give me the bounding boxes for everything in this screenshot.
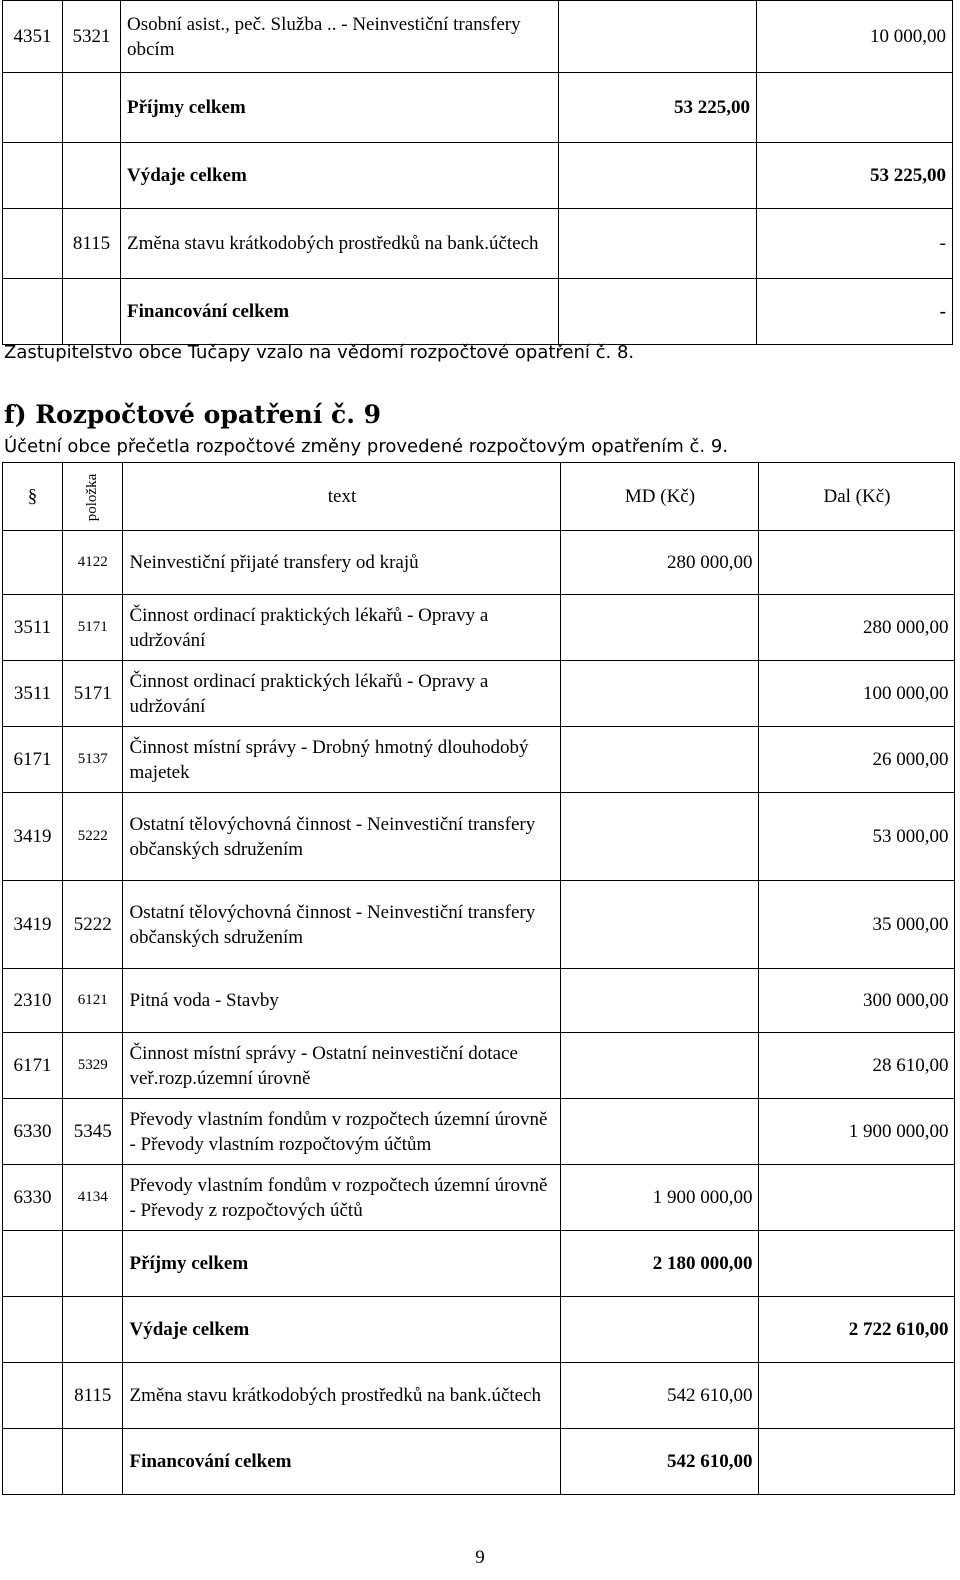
paragraph-cell: 3419	[3, 793, 63, 881]
item-cell	[63, 279, 121, 345]
paragraph-cell	[3, 1297, 63, 1363]
dal-cell	[759, 1165, 955, 1231]
dal-cell: 53 225,00	[757, 143, 953, 209]
item-cell	[63, 1231, 123, 1297]
text-cell: Činnost ordinací praktických lékařů - Opravy a udržování	[123, 661, 561, 727]
item-cell: 5222	[63, 793, 123, 881]
header-md: MD (Kč)	[561, 463, 759, 531]
text-cell: Pitná voda - Stavby	[123, 969, 561, 1033]
md-cell	[561, 881, 759, 969]
md-cell	[561, 969, 759, 1033]
item-cell: 5171	[63, 595, 123, 661]
paragraph-cell	[3, 73, 63, 143]
table-row	[3, 1, 953, 73]
md-cell	[559, 209, 757, 279]
page-number: 9	[475, 1547, 485, 1568]
md-cell	[561, 793, 759, 881]
table-row	[3, 209, 953, 279]
paragraph-cell: 6171	[3, 1033, 63, 1099]
md-cell	[561, 1099, 759, 1165]
paragraph-cell: 3511	[3, 661, 63, 727]
dal-cell: 1 900 000,00	[759, 1099, 955, 1165]
table-row	[3, 531, 955, 595]
md-cell: 542 610,00	[561, 1429, 759, 1495]
text-cell: Příjmy celkem	[121, 73, 559, 143]
md-cell	[561, 661, 759, 727]
item-cell: 5137	[63, 727, 123, 793]
table-row	[3, 1033, 955, 1099]
dal-cell: 280 000,00	[759, 595, 955, 661]
section-heading: f) Rozpočtové opatření č. 9	[4, 400, 382, 429]
table-header-row	[3, 463, 955, 531]
table-row	[3, 1363, 955, 1429]
paragraph-cell	[3, 209, 63, 279]
text-cell: Osobní asist., peč. Služba .. - Neinvestiční transfery obcím	[121, 1, 559, 73]
table-row	[3, 661, 955, 727]
note-text: Zastupitelstvo obce Tučapy vzalo na vědomí rozpočtové opatření č. 8.	[4, 342, 635, 363]
dal-cell: 26 000,00	[759, 727, 955, 793]
table-row	[3, 727, 955, 793]
text-cell: Financování celkem	[123, 1429, 561, 1495]
paragraph-cell: 6330	[3, 1165, 63, 1231]
dal-cell	[757, 73, 953, 143]
paragraph-cell: 6171	[3, 727, 63, 793]
item-cell: 5321	[63, 1, 121, 73]
item-cell: 6121	[63, 969, 123, 1033]
item-cell: 5329	[63, 1033, 123, 1099]
text-cell: Převody vlastním fondům v rozpočtech územní úrovně - Převody vlastním rozpočtovým účtům	[123, 1099, 561, 1165]
dal-cell	[759, 1363, 955, 1429]
md-cell: 280 000,00	[561, 531, 759, 595]
text-cell: Převody vlastním fondům v rozpočtech územní úrovně - Převody z rozpočtových účtů	[123, 1165, 561, 1231]
md-cell: 2 180 000,00	[561, 1231, 759, 1297]
paragraph-cell	[3, 1429, 63, 1495]
text-cell: Změna stavu krátkodobých prostředků na bank.účtech	[121, 209, 559, 279]
md-cell	[561, 727, 759, 793]
table-row	[3, 143, 953, 209]
item-cell: 5222	[63, 881, 123, 969]
md-cell	[561, 1033, 759, 1099]
text-cell: Změna stavu krátkodobých prostředků na bank.účtech	[123, 1363, 561, 1429]
table-row	[3, 73, 953, 143]
item-cell: 8115	[63, 1363, 123, 1429]
header-item-label: položka	[84, 473, 101, 522]
item-cell: 4134	[63, 1165, 123, 1231]
dal-cell: -	[757, 279, 953, 345]
header-text: text	[123, 463, 561, 531]
text-cell: Ostatní tělovýchovná činnost - Neinvestiční transfery občanských sdružením	[123, 881, 561, 969]
item-cell: 8115	[63, 209, 121, 279]
text-cell: Činnost místní správy - Drobný hmotný dlouhodobý majetek	[123, 727, 561, 793]
item-cell	[63, 143, 121, 209]
paragraph-cell	[3, 279, 63, 345]
dal-cell: 100 000,00	[759, 661, 955, 727]
md-cell	[559, 1, 757, 73]
paragraph-cell	[3, 1363, 63, 1429]
paragraph-cell	[3, 1231, 63, 1297]
header-paragraph: §	[3, 463, 63, 531]
table-row	[3, 881, 955, 969]
text-cell: Činnost ordinací praktických lékařů - Opravy a udržování	[123, 595, 561, 661]
dal-cell	[759, 1429, 955, 1495]
paragraph-cell: 2310	[3, 969, 63, 1033]
dal-cell: 28 610,00	[759, 1033, 955, 1099]
table-row	[3, 1297, 955, 1363]
budget-table-8	[2, 0, 953, 345]
dal-cell: 300 000,00	[759, 969, 955, 1033]
item-cell	[63, 1429, 123, 1495]
md-cell: 1 900 000,00	[561, 1165, 759, 1231]
dal-cell: -	[757, 209, 953, 279]
table-row	[3, 1099, 955, 1165]
dal-cell	[759, 531, 955, 595]
paragraph-cell: 3419	[3, 881, 63, 969]
text-cell: Výdaje celkem	[123, 1297, 561, 1363]
section-intro: Účetní obce přečetla rozpočtové změny provedené rozpočtovým opatřením č. 9.	[4, 436, 728, 457]
md-cell	[559, 279, 757, 345]
budget-table-9	[2, 462, 955, 1495]
dal-cell: 53 000,00	[759, 793, 955, 881]
item-cell	[63, 1297, 123, 1363]
header-dal: Dal (Kč)	[759, 463, 955, 531]
paragraph-cell	[3, 531, 63, 595]
md-cell	[561, 595, 759, 661]
paragraph-cell	[3, 143, 63, 209]
table-row	[3, 595, 955, 661]
dal-cell: 2 722 610,00	[759, 1297, 955, 1363]
table-row	[3, 279, 953, 345]
md-cell	[561, 1297, 759, 1363]
item-cell: 4122	[63, 531, 123, 595]
header-item	[63, 463, 123, 531]
item-cell: 5171	[63, 661, 123, 727]
paragraph-cell: 3511	[3, 595, 63, 661]
dal-cell: 10 000,00	[757, 1, 953, 73]
text-cell: Ostatní tělovýchovná činnost - Neinvestiční transfery občanských sdružením	[123, 793, 561, 881]
dal-cell: 35 000,00	[759, 881, 955, 969]
dal-cell	[759, 1231, 955, 1297]
table-row	[3, 1429, 955, 1495]
paragraph-cell: 6330	[3, 1099, 63, 1165]
table-row	[3, 1231, 955, 1297]
md-cell	[559, 143, 757, 209]
md-cell: 542 610,00	[561, 1363, 759, 1429]
table-row	[3, 1165, 955, 1231]
table-row	[3, 969, 955, 1033]
text-cell: Výdaje celkem	[121, 143, 559, 209]
text-cell: Neinvestiční přijaté transfery od krajů	[123, 531, 561, 595]
text-cell: Příjmy celkem	[123, 1231, 561, 1297]
item-cell	[63, 73, 121, 143]
text-cell: Činnost místní správy - Ostatní neinvestiční dotace veř.rozp.územní úrovně	[123, 1033, 561, 1099]
table-row	[3, 793, 955, 881]
paragraph-cell: 4351	[3, 1, 63, 73]
text-cell: Financování celkem	[121, 279, 559, 345]
md-cell: 53 225,00	[559, 73, 757, 143]
item-cell: 5345	[63, 1099, 123, 1165]
